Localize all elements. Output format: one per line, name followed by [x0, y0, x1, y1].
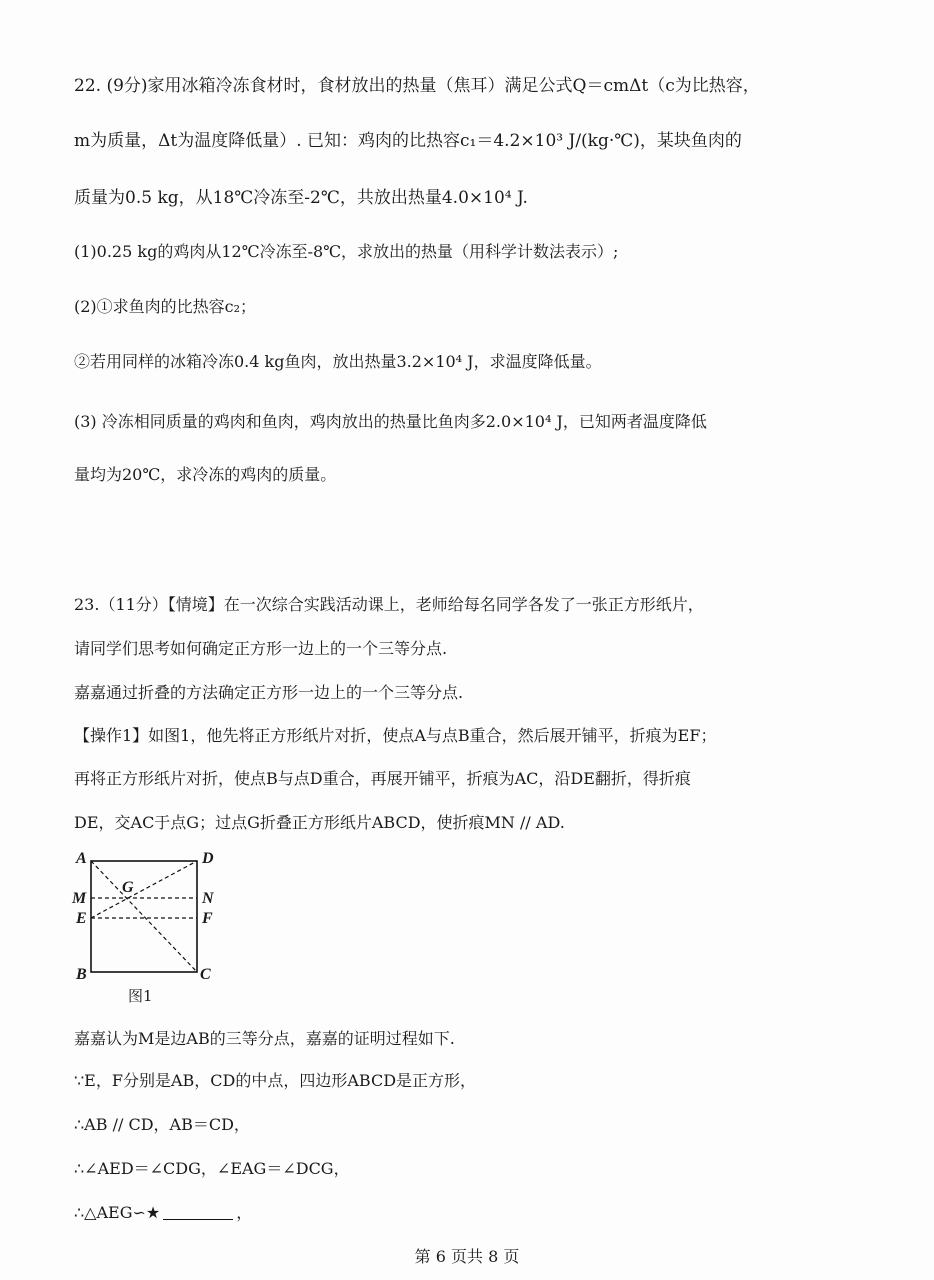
q23-line-1: 23.（11分）【情境】在一次综合实践活动课上，老师给每名同学各发了一张正方形纸片， — [74, 595, 704, 614]
q22-part-3a: (3) 冷冻相同质量的鸡肉和鱼肉，鸡肉放出的热量比鱼肉多2.0×10⁴ J，已知两者温度降低 — [74, 412, 707, 431]
answer-blank[interactable] — [163, 1203, 233, 1220]
q22-part-3b: 量均为20℃，求冷冻的鸡肉的质量。 — [74, 465, 337, 484]
q23-proof-3: ∴∠AED＝∠CDG，∠EAG＝∠DCG， — [74, 1159, 350, 1178]
figure-caption: 图1 — [128, 987, 153, 1005]
q23-proof-1: ∵E，F分别是AB，CD的中点，四边形ABCD是正方形， — [74, 1071, 477, 1090]
figure-label-b: B — [76, 966, 87, 983]
page-footer: 第 6 页共 8 页 — [414, 1247, 520, 1266]
figure-label-a: A — [76, 850, 87, 867]
q22-part-1: (1)0.25 kg的鸡肉从12℃冷冻至-8℃，求放出的热量（用科学计数法表示）; — [74, 242, 619, 261]
q23-claim: 嘉嘉认为M是边AB的三等分点，嘉嘉的证明过程如下. — [74, 1029, 455, 1048]
q23-operation-2: 再将正方形纸片对折，使点B与点D重合，再展开铺平，折痕为AC，沿DE翻折，得折痕 — [74, 769, 691, 788]
figure-label-d: D — [202, 850, 214, 867]
q22-part-2a: (2)①求鱼肉的比热容c₂； — [74, 297, 257, 316]
q23-operation-3: DE，交AC于点G；过点G折叠正方形纸片ABCD，使折痕MN // AD. — [74, 813, 565, 832]
figure-label-g: G — [122, 879, 134, 896]
q22-part-2b: ②若用同样的冰箱冷冻0.4 kg鱼肉，放出热量3.2×10⁴ J，求温度降低量。 — [74, 352, 602, 371]
q22-line-1: 22. (9分)家用冰箱冷冻食材时，食材放出的热量（焦耳）满足公式Q＝cmΔt（c为比热容， — [74, 76, 760, 96]
q23-line-2: 请同学们思考如何确定正方形一边上的一个三等分点. — [74, 639, 448, 658]
figure-label-m: M — [72, 890, 87, 907]
figure-label-n: N — [202, 890, 214, 907]
figure-label-e: E — [76, 910, 87, 927]
figure-label-c: C — [200, 966, 211, 983]
figure-1-diagram — [0, 0, 260, 1010]
proof-4-text: ∴△AEG∽★ — [74, 1203, 161, 1222]
q23-proof-2: ∴AB // CD，AB＝CD， — [74, 1115, 250, 1134]
q22-line-3: 质量为0.5 kg，从18℃冷冻至-2℃，共放出热量4.0×10⁴ J. — [74, 188, 528, 208]
q23-operation-1: 【操作1】如图1，他先将正方形纸片对折，使点A与点B重合，然后展开铺平，折痕为EF； — [74, 726, 717, 745]
figure-label-f: F — [202, 910, 213, 927]
q23-proof-4 — [74, 1201, 252, 1225]
q22-line-2: m为质量，Δt为温度降低量）. 已知：鸡肉的比热容c₁＝4.2×10³ J/(kg·℃)，某块鱼肉的 — [74, 131, 742, 151]
proof-4-end: ， — [236, 1203, 253, 1222]
q23-line-3: 嘉嘉通过折叠的方法确定正方形一边上的一个三等分点. — [74, 683, 464, 702]
